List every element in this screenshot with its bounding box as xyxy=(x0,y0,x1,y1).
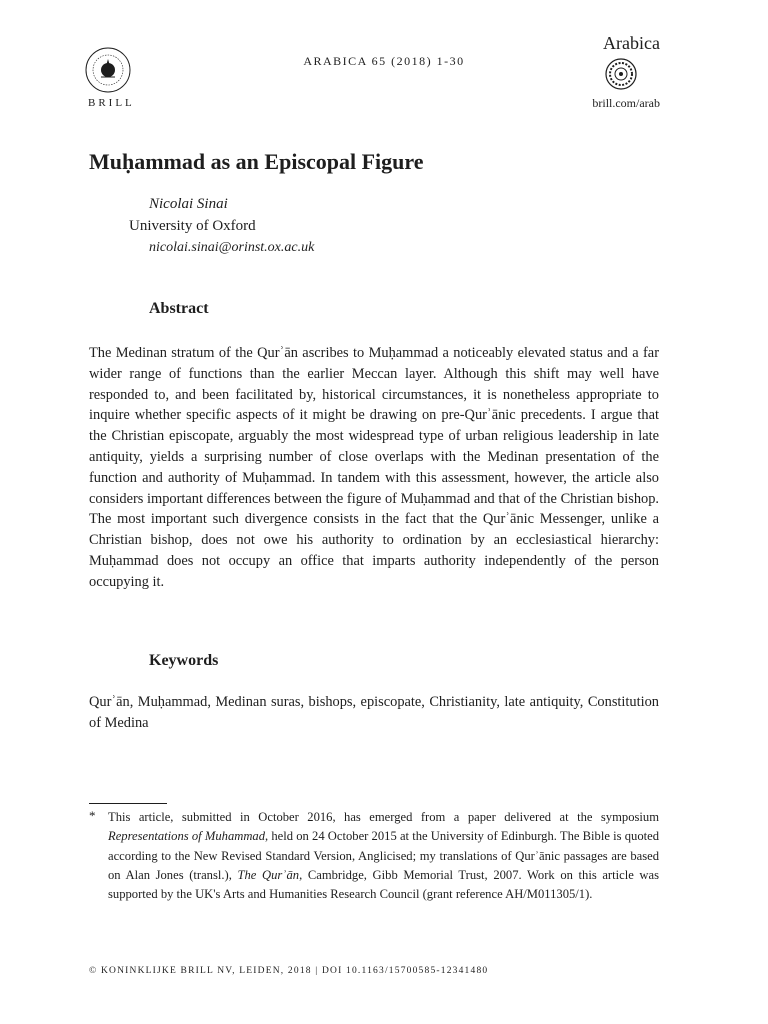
keywords-heading: Keywords xyxy=(149,652,219,669)
footnote-marker: * xyxy=(89,808,96,823)
article-title: Muḥammad as an Episcopal Figure xyxy=(89,149,424,174)
footnote-divider xyxy=(89,803,167,804)
footnote-part-1: This article, submitted in October 2016, has emerged from a paper delivered at the symposium xyxy=(108,810,659,824)
publisher-name: BRILL xyxy=(88,97,135,109)
journal-url[interactable]: brill.com/arab xyxy=(592,96,660,110)
author-affiliation: University of Oxford xyxy=(129,218,256,234)
author-name: Nicolai Sinai xyxy=(149,196,228,212)
footnote-part-3: , Cambridge, Gibb Memorial Trust, 2007. Work on this article was supported by the UK's Arts and Humanities Research Council (grant reference AH/M011305/1). xyxy=(108,867,659,902)
copyright-line: © KONINKLIJKE BRILL NV, LEIDEN, 2018 | DOI 10.1163/15700585-12341480 xyxy=(89,966,489,976)
abstract-heading: Abstract xyxy=(149,300,209,317)
footnote-italic-1: Representations of Muhammad xyxy=(108,829,266,844)
abstract-text: The Medinan stratum of the Qurʾān ascribes to Muḥammad a noticeably elevated status and a far wider range of functions than the earlier Meccan layer. Although this shift may well have responded to, and been facilitated by, historical circumstances, it is nonetheless appropriate to inquire whether specific aspects of it might be drawing on pre-Qurʾānic precedents. I argue that the Christian episcopate, arguably the most widespread type of urban religious leadership in late antiquity, yields a surprising number of close overlaps with the Medinan presentation of the function and authority of Muḥammad. In tandem with this assessment, however, the article also considers important differences between the figure of Muḥammad and that of the Christian bishop. The most important such divergence consists in the fact that the Qurʾānic Messenger, unlike a Christian bishop, does not owe his authority to ordination by an ecclesiastical hierarchy: Muḥammad does not occupy an office that imparts authority independently of the person occupying it. xyxy=(89,345,659,590)
footnote-part-2: , held on 24 October 2015 at the University of Edinburgh. The Bible is quoted according to the New Revised Standard Version, Anglicised; my translations of Qurʾānic passages are based on Alan Jones (transl.), xyxy=(108,829,659,882)
footnote-italic-2: The Qurʾān xyxy=(237,867,300,882)
keywords-text: Qurʾān, Muḥammad, Medinan suras, bishops, episcopate, Christianity, late antiquity, Constitution of Medina xyxy=(89,694,659,731)
journal-reference: ARABICA 65 (2018) 1-30 xyxy=(303,54,465,68)
footnote-text xyxy=(108,808,659,904)
journal-name: Arabica xyxy=(603,33,660,53)
author-email[interactable]: nicolai.sinai@orinst.ox.ac.uk xyxy=(149,240,315,255)
arabica-emblem-icon xyxy=(604,57,638,91)
